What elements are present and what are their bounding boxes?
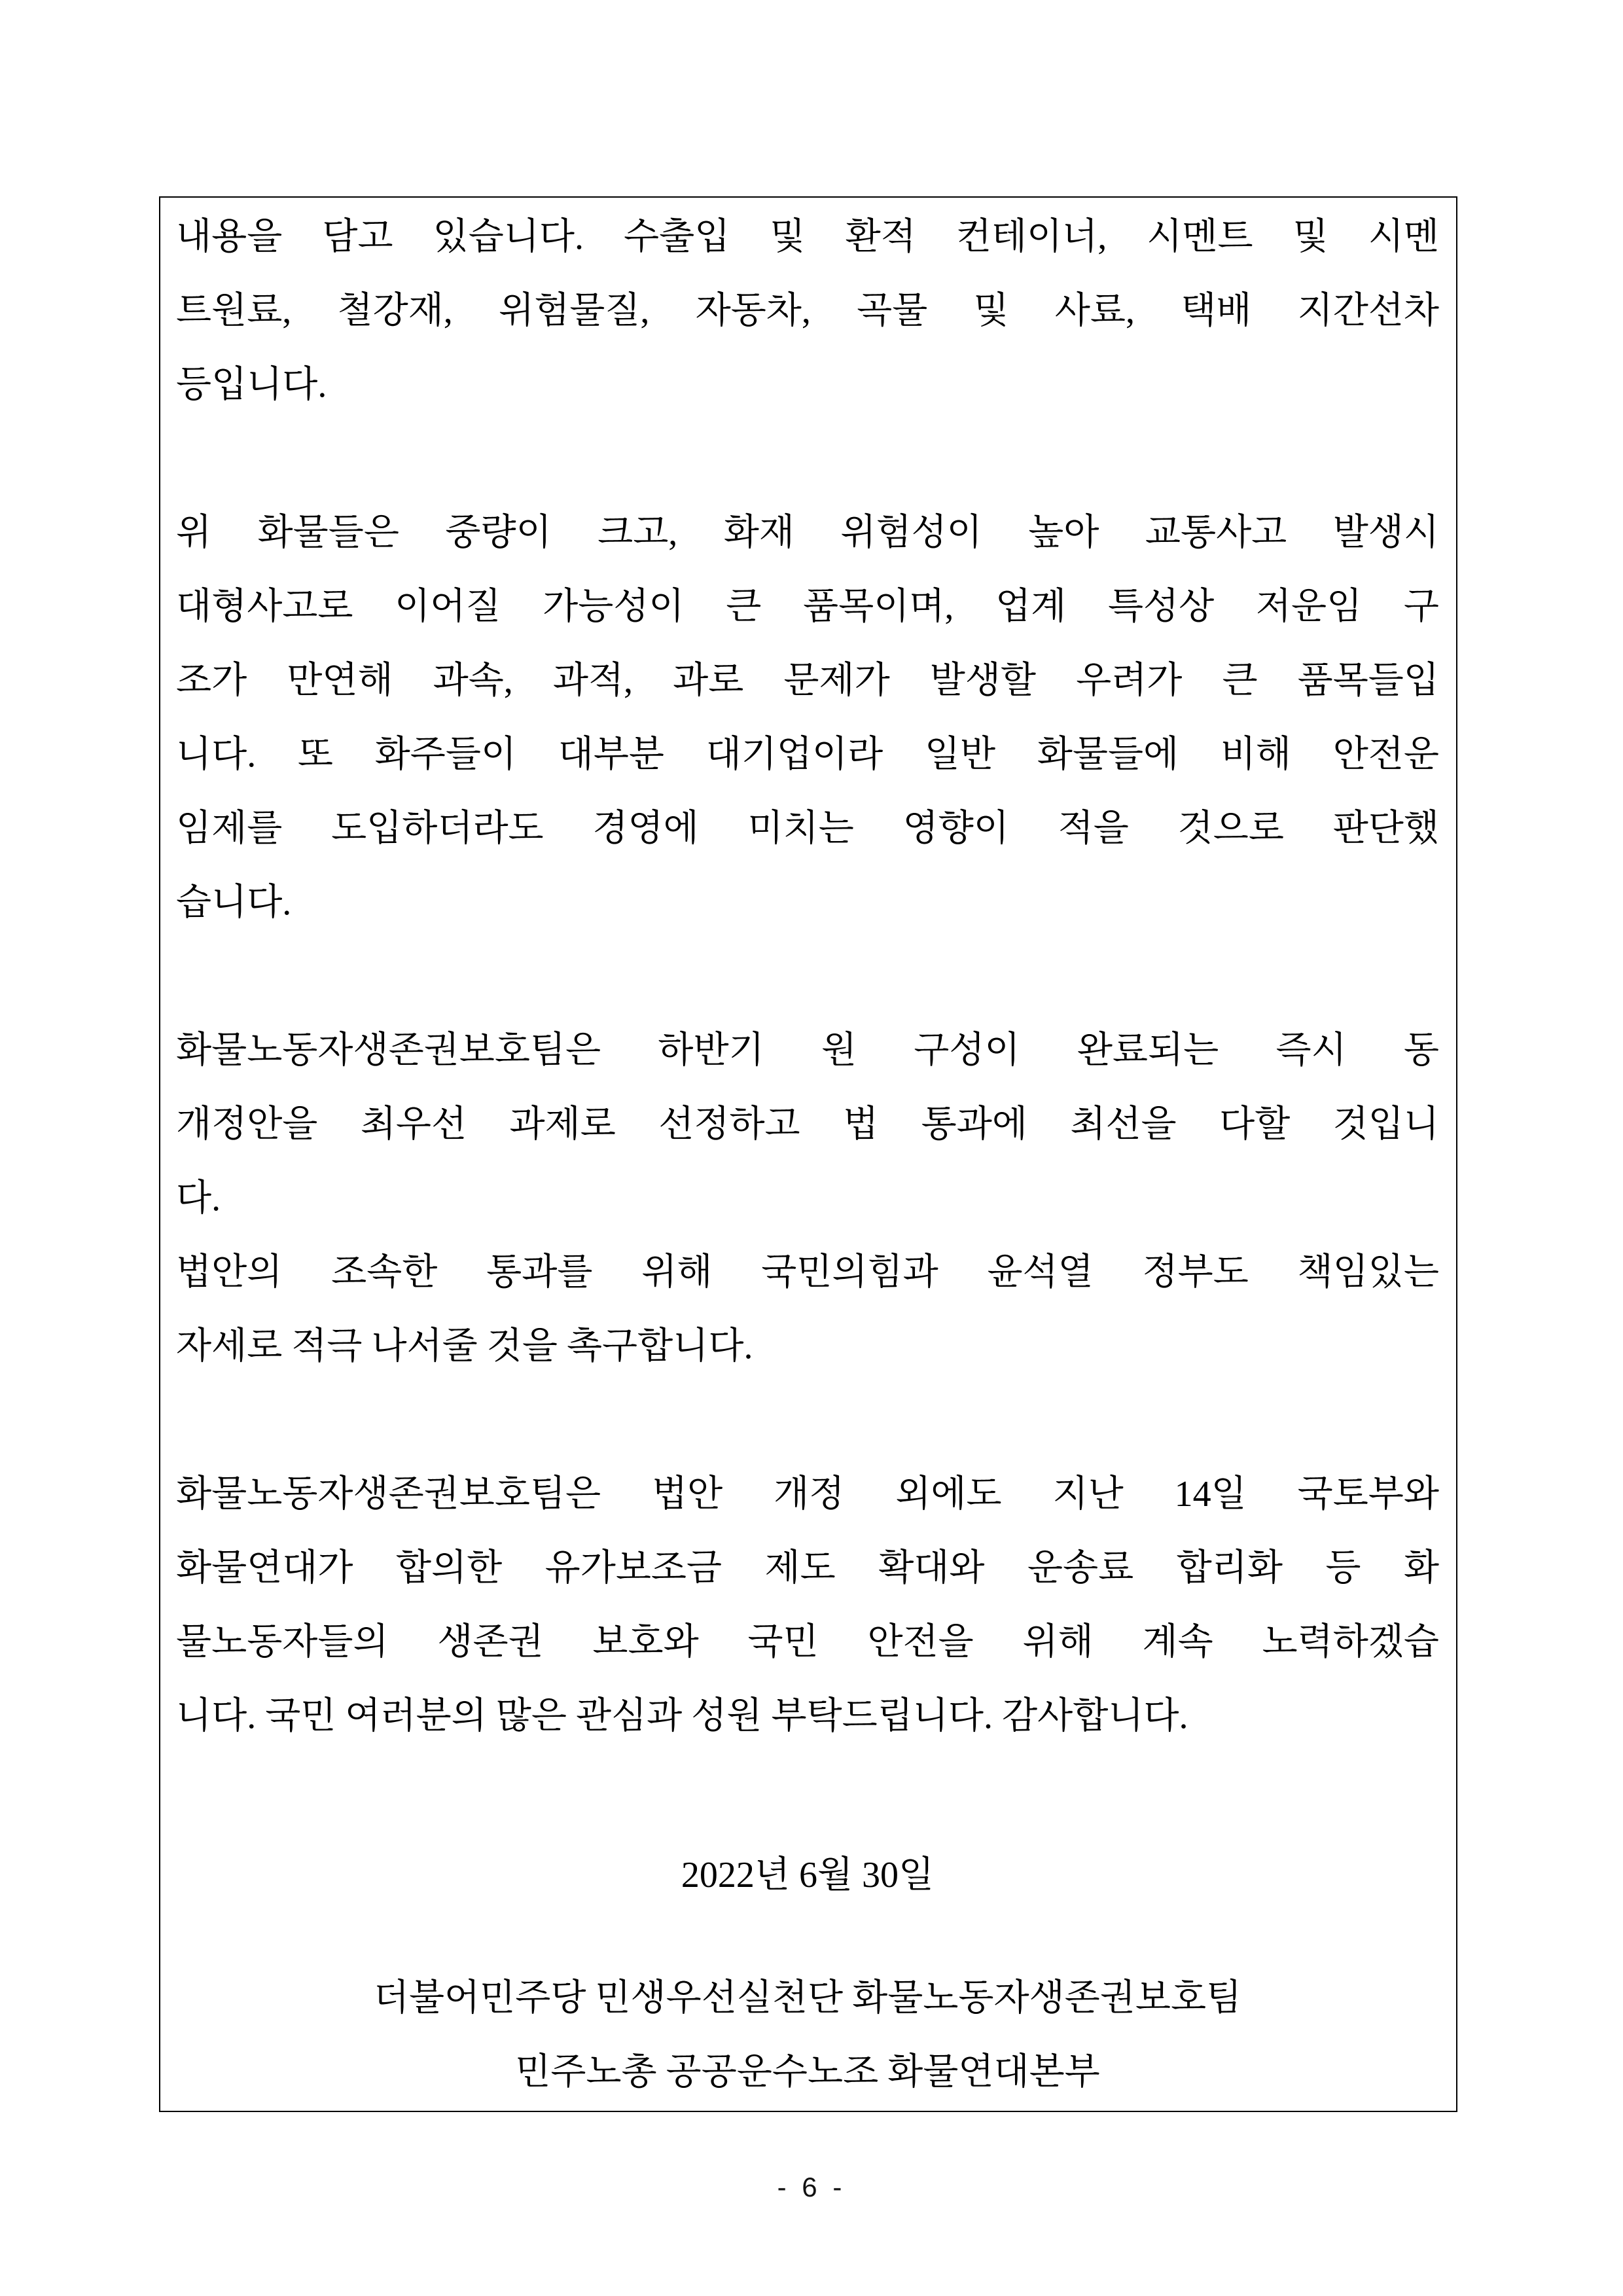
paragraph xyxy=(176,1014,1439,1236)
signature-block xyxy=(176,1962,1439,2109)
text-line: 화물노동자생존권보호팀은 하반기 원 구성이 완료되는 즉시 동 xyxy=(176,1030,1439,1071)
text-line: 트원료, 철강재, 위험물질, 자동차, 곡물 및 사료, 택배 지간선차 xyxy=(176,291,1439,331)
text-line: 물노동자들의 생존권 보호와 국민 안전을 위해 계속 노력하겠습 xyxy=(176,1622,1439,1662)
paragraph xyxy=(176,1458,1439,1753)
text-line: 등입니다. xyxy=(176,365,327,405)
text-line: 자세로 적극 나서줄 것을 촉구합니다. xyxy=(176,1326,753,1367)
text-line: 개정안을 최우선 과제로 선정하고 법 통과에 최선을 다할 것입니 xyxy=(176,1104,1439,1145)
page-number: - 6 - xyxy=(777,2172,846,2202)
signature-line: 민주노총 공공운수노조 화물연대본부 xyxy=(515,2052,1100,2092)
signature-line: 더불어민주당 민생우선실천단 화물노동자생존권보호팀 xyxy=(373,1978,1242,2018)
text-line: 임제를 도입하더라도 경영에 미치는 영향이 적을 것으로 판단했 xyxy=(176,808,1439,849)
text-line: 니다. 국민 여러분의 많은 관심과 성원 부탁드립니다. 감사합니다. xyxy=(176,1696,1188,1736)
text-line: 조가 만연해 과속, 과적, 과로 문제가 발생할 우려가 큰 품목들입 xyxy=(176,660,1439,701)
body-text xyxy=(176,200,1439,1753)
text-line: 습니다. xyxy=(176,882,292,923)
text-line: 법안의 조속한 통과를 위해 국민의힘과 윤석열 정부도 책임있는 xyxy=(176,1252,1439,1293)
text-line: 위 화물들은 중량이 크고, 화재 위험성이 높아 교통사고 발생시 xyxy=(176,512,1439,553)
paragraph xyxy=(176,200,1439,422)
document-border-box xyxy=(159,196,1457,2112)
text-line: 다. xyxy=(176,1178,221,1219)
text-line: 내용을 담고 있습니다. 수출입 및 환적 컨테이너, 시멘트 및 시멘 xyxy=(176,217,1439,257)
paragraph xyxy=(176,496,1439,940)
text-line: 화물연대가 합의한 유가보조금 제도 확대와 운송료 합리화 등 화 xyxy=(176,1548,1439,1588)
text-line: 대형사고로 이어질 가능성이 큰 품목이며, 업계 특성상 저운임 구 xyxy=(176,586,1439,627)
date-line: 2022년 6월 30일 xyxy=(681,1855,935,1895)
paragraph xyxy=(176,1236,1439,1384)
text-line: 화물노동자생존권보호팀은 법안 개정 외에도 지난 14일 국토부와 xyxy=(176,1474,1439,1515)
text-line: 니다. 또 화주들이 대부분 대기업이라 일반 화물들에 비해 안전운 xyxy=(176,734,1439,775)
